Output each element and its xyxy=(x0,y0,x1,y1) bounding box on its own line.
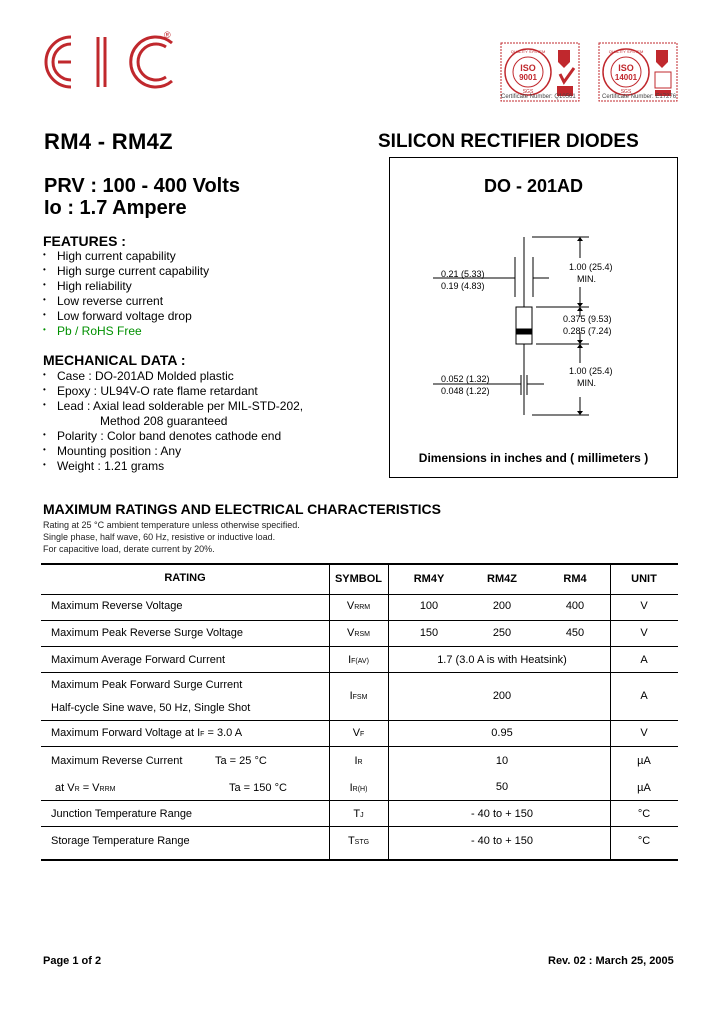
row-rule xyxy=(41,646,678,647)
note-2: Single phase, half wave, 60 Hz, resistive or inductive load. xyxy=(43,532,276,542)
row-label-vrsm: Maximum Peak Reverse Surge Voltage xyxy=(51,627,243,639)
sym-sub: FSM xyxy=(352,694,368,701)
feature-rohs: • Pb / RoHS Free xyxy=(43,324,209,339)
row-label-tj: Junction Temperature Range xyxy=(51,808,193,820)
sym-sub: RSM xyxy=(354,631,370,638)
sym-main: I xyxy=(349,690,353,702)
dim-lead-dia-max: 0.052 (1.32) xyxy=(441,374,490,384)
svg-text:14001: 14001 xyxy=(614,73,638,82)
row-label-vf xyxy=(51,727,242,739)
sym-sub: F xyxy=(360,731,365,738)
svg-text:ISO: ISO xyxy=(618,63,634,73)
unit: V xyxy=(640,627,648,639)
features-heading: FEATURES : xyxy=(43,233,126,249)
sym-sub: F(AV) xyxy=(351,658,369,665)
svg-text:SGS: SGS xyxy=(522,89,534,95)
value-all: 1.7 (3.0 A is with Heatsink) xyxy=(437,654,567,666)
note-1: Rating at 25 °C ambient temperature unless otherwise specified. xyxy=(43,520,300,530)
row-rule xyxy=(41,800,678,801)
sym-main: T xyxy=(347,835,355,847)
value-all: - 40 to + 150 xyxy=(470,808,534,820)
sym-sub: R(H) xyxy=(352,786,368,793)
dim-body-dia-min: 0.19 (4.83) xyxy=(441,281,485,291)
value-all: - 40 to + 150 xyxy=(470,835,534,847)
mech-weight: • Weight : 1.21 grams xyxy=(43,459,303,474)
dim-lead-top-min: MIN. xyxy=(577,274,596,284)
header-rm4y: RM4Y xyxy=(413,573,445,585)
header-symbol: SYMBOL xyxy=(334,573,383,585)
package-drawing xyxy=(389,157,678,478)
label-sub: F xyxy=(200,731,205,738)
row-label-tstg: Storage Temperature Range xyxy=(51,835,190,847)
value-all: 0.95 xyxy=(491,727,513,739)
revision: Rev. 02 : March 25, 2005 xyxy=(548,955,674,967)
prv-spec xyxy=(44,175,240,219)
svg-text:QUALITY SYSTEM: QUALITY SYSTEM xyxy=(510,49,546,54)
svg-text:ISO: ISO xyxy=(520,63,536,73)
io-line: Io : 1.7 Ampere xyxy=(44,197,187,219)
sym-sub: J xyxy=(360,812,364,819)
product-title: RM4 - RM4Z xyxy=(44,129,173,154)
row-label-ifav: Maximum Average Forward Current xyxy=(51,654,226,666)
row-label-ifsm-2: Half-cycle Sine wave, 50 Hz, Single Shot xyxy=(51,702,251,714)
dim-body-dia-max: 0.21 (5.33) xyxy=(441,269,485,279)
row-label-irh xyxy=(55,782,115,794)
dim-lead-bot: 1.00 (25.4) xyxy=(569,366,613,376)
sym-main: V xyxy=(347,627,355,639)
svg-text:QUALITY SYSTEM: QUALITY SYSTEM xyxy=(608,49,644,54)
row-symbol-tstg xyxy=(329,835,388,847)
label-sub1: R xyxy=(74,786,80,793)
row-label-ir: Maximum Reverse Current xyxy=(51,755,183,767)
unit: °C xyxy=(637,835,651,847)
table-bottom-rule xyxy=(41,859,678,861)
mechanical-heading: MECHANICAL DATA : xyxy=(43,352,186,368)
mech-lead-2: Method 208 guaranteed xyxy=(100,414,228,428)
svg-text:9001: 9001 xyxy=(519,73,537,82)
value-all: 200 xyxy=(492,690,512,702)
label-pre: at V xyxy=(55,782,75,794)
cert-number-1: Certificate Number: Q10561 xyxy=(501,94,576,100)
row-symbol-ifsm xyxy=(329,690,388,702)
cert-number-2: Certificate Number: E17276 xyxy=(602,94,677,100)
header-rm4: RM4 xyxy=(563,573,587,585)
label-sub2: RRM xyxy=(99,786,116,793)
feature-item: • High current capability xyxy=(43,249,209,264)
header-unit: UNIT xyxy=(631,573,657,585)
feature-item: • Low forward voltage drop xyxy=(43,309,209,324)
value-all: 50 xyxy=(495,781,509,793)
unit: A xyxy=(640,654,648,666)
row-symbol-ir xyxy=(329,755,388,767)
mech-case: • Case : DO-201AD Molded plastic xyxy=(43,369,303,384)
sym-sub: R xyxy=(357,759,363,766)
mech-polarity: • Polarity : Color band denotes cathode end xyxy=(43,429,303,444)
unit: µA xyxy=(637,782,651,794)
value-rm4: 400 xyxy=(565,600,585,612)
row-cond-irh: Ta = 150 °C xyxy=(229,782,287,794)
header-rm4z: RM4Z xyxy=(487,573,517,585)
row-symbol-tj xyxy=(329,808,388,820)
label-end: = 3.0 A xyxy=(204,727,243,739)
package-footer: Dimensions in inches and ( millimeters ) xyxy=(418,451,649,465)
value-rm4z: 250 xyxy=(492,627,512,639)
row-rule xyxy=(41,720,678,721)
sym-main: I xyxy=(349,782,353,794)
sym-main: V xyxy=(346,600,355,612)
sym-main: I xyxy=(354,755,358,767)
mech-lead: • Lead : Axial lead solderable per MIL-STD-202, xyxy=(43,399,303,414)
row-label-ifsm: Maximum Peak Forward Surge Current xyxy=(51,679,243,691)
table-top-rule xyxy=(41,563,678,565)
dim-body-len-max: 0.375 (9.53) xyxy=(563,314,612,324)
row-symbol-vf xyxy=(329,727,388,739)
row-label-vrrm: Maximum Reverse Voltage xyxy=(51,600,183,612)
row-rule xyxy=(41,826,678,827)
row-rule xyxy=(41,746,678,747)
feature-item: • High reliability xyxy=(43,279,209,294)
value-rm4: 450 xyxy=(565,627,585,639)
mech-epoxy: • Epoxy : UL94V-O rate flame retardant xyxy=(43,384,303,399)
row-symbol-vrsm xyxy=(329,627,388,639)
dim-lead-top: 1.00 (25.4) xyxy=(569,262,613,272)
row-symbol-irh xyxy=(329,782,388,794)
iso-14001-badge xyxy=(598,32,678,112)
package-name: DO - 201AD xyxy=(483,176,584,196)
sym-main: T xyxy=(353,808,361,820)
feature-item: • High surge current capability xyxy=(43,264,209,279)
unit: A xyxy=(640,690,648,702)
page-number: Page 1 of 2 xyxy=(43,955,102,967)
ratings-title: MAXIMUM RATINGS AND ELECTRICAL CHARACTERISTICS xyxy=(43,501,441,517)
ratings-notes xyxy=(43,519,300,555)
iso-9001-badge xyxy=(500,32,580,112)
sym-sub: RRM xyxy=(354,604,371,611)
dim-lead-bot-min: MIN. xyxy=(577,378,596,388)
note-3: For capacitive load, derate current by 20%. xyxy=(43,544,215,554)
feature-item: • Low reverse current xyxy=(43,294,209,309)
row-symbol-ifav xyxy=(329,654,388,666)
value-all: 10 xyxy=(495,755,509,767)
value-rm4y: 150 xyxy=(419,627,439,639)
unit: V xyxy=(640,600,648,612)
row-rule xyxy=(41,620,678,621)
dim-body-len-min: 0.285 (7.24) xyxy=(563,326,612,336)
value-rm4y: 100 xyxy=(419,600,439,612)
unit: V xyxy=(640,727,648,739)
row-cond-ir: Ta = 25 °C xyxy=(215,755,267,767)
label-mid: = V xyxy=(79,782,100,794)
registered-mark: ® xyxy=(164,30,171,40)
unit: °C xyxy=(637,808,651,820)
svg-text:SGS: SGS xyxy=(620,89,632,95)
header-rating: RATING xyxy=(164,572,206,584)
features-list xyxy=(43,249,209,339)
dim-lead-dia-min: 0.048 (1.22) xyxy=(441,386,490,396)
value-rm4z: 200 xyxy=(492,600,512,612)
row-rule xyxy=(41,672,678,673)
sym-sub: STG xyxy=(354,839,370,846)
mechanical-list xyxy=(43,369,303,474)
table-header-rule xyxy=(41,594,678,595)
label-main: Maximum Forward Voltage at I xyxy=(51,727,201,739)
row-symbol-vrrm xyxy=(329,600,388,612)
prv-line: PRV : 100 - 400 Volts xyxy=(44,175,241,197)
sym-main: V xyxy=(352,727,361,739)
unit: µA xyxy=(637,755,651,767)
table-col-rule xyxy=(388,565,389,859)
sym-main: I xyxy=(348,654,352,666)
mech-mounting: • Mounting position : Any xyxy=(43,444,303,459)
product-category: SILICON RECTIFIER DIODES xyxy=(378,131,639,152)
eic-logo xyxy=(44,33,180,91)
